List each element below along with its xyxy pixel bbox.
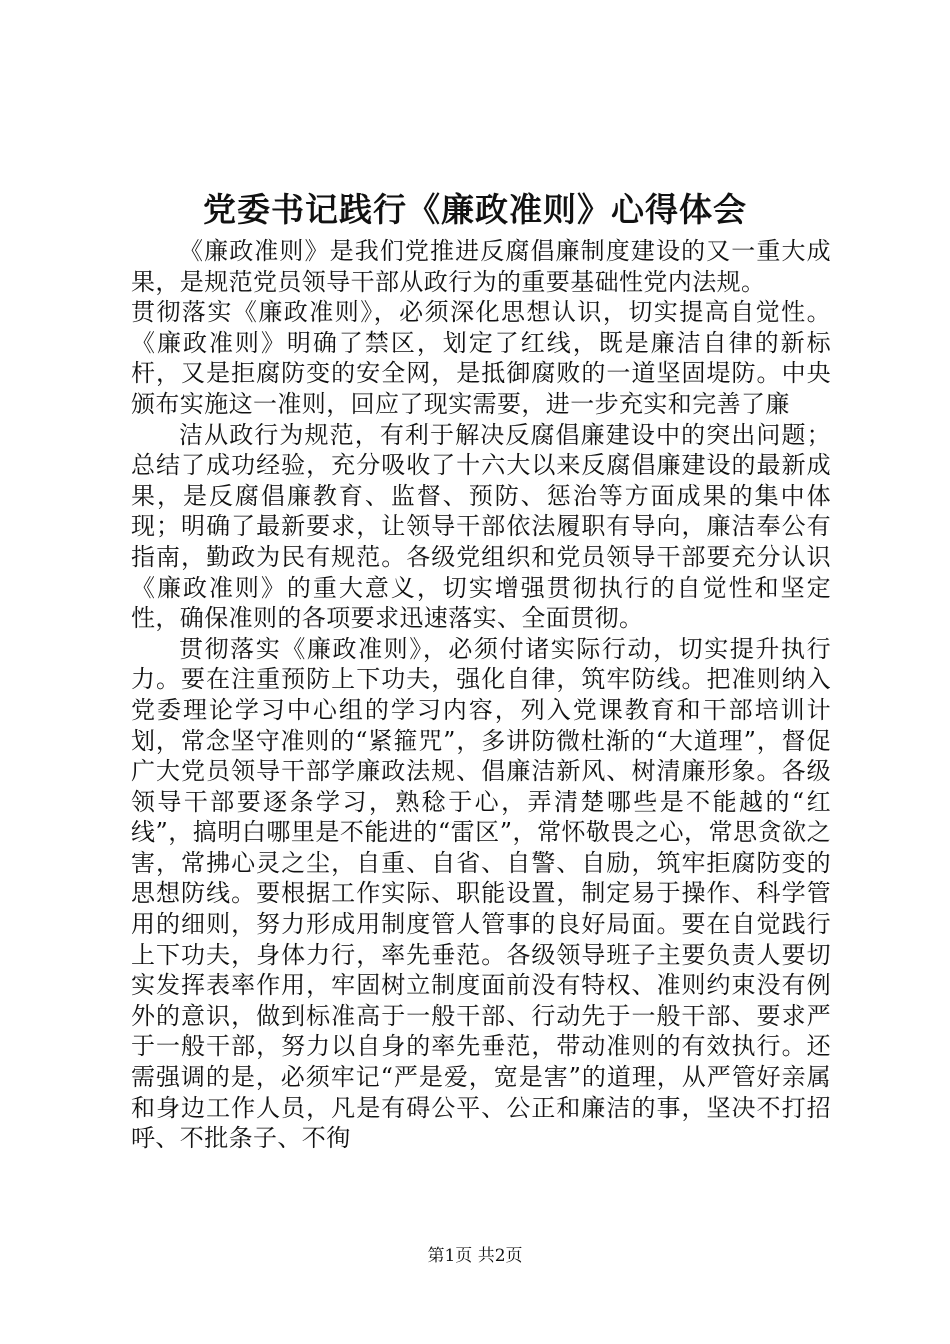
paragraph-3: 洁从政行为规范，有利于解决反腐倡廉建设中的突出问题；总结了成功经验，充分吸收了十六大以来反腐倡廉建设的最新成果，是反腐倡廉教育、监督、预防、惩治等方面成果的集中体现；明确了最新要求，让领导干部依法履职有导向，廉洁奉公有指南，勤政为民有规范。各级党组织和党员领导干部要充分认识《廉政准则》的重大意义，切实增强贯彻执行的自觉性和坚定性，确保准则的各项要求迅速落实、全面贯彻。 [131,420,831,633]
paragraph-2: 贯彻落实《廉政准则》，必须深化思想认识，切实提高自觉性。《廉政准则》明确了禁区，划定了红线，既是廉洁自律的新标杆，又是拒腐防变的安全网，是抵御腐败的一道坚固堤防。中央颁布实施这一准则，回应了现实需要，进一步充实和完善了廉 [131,298,831,418]
document-title: 党委书记践行《廉政准则》心得体会 [203,190,747,229]
paragraph-4: 贯彻落实《廉政准则》，必须付诸实际行动，切实提升执行力。要在注重预防上下功夫，强化自律，筑牢防线。把准则纳入党委理论学习中心组的学习内容，列入党课教育和干部培训计划，常念坚守准则的“紧箍咒”，多讲防微杜渐的“大道理”，督促广大党员领导干部学廉政法规、倡廉洁新风、树清廉形象。各级领导干部要逐条学习，熟稔于心，弄清楚哪些是不能越的“红线”，搞明白哪里是不能进的“雷区”，常怀敬畏之心，常思贪欲之害，常拂心灵之尘，自重、自省、自警、自励，筑牢拒腐防变的思想防线。要根据工作实际、职能设置，制定易于操作、科学管用的细则，努力形成用制度管人管事的良好局面。要在自觉践行上下功夫，身体力行，率先垂范。各级领导班子主要负责人要切实发挥表率作用，牢固树立制度面前没有特权、准则约束没有例外的意识，做到标准高于一般干部、行动先于一般干部、要求严于一般干部，努力以自身的率先垂范，带动准则的有效执行。还需强调的是，必须牢记“严是爱，宽是害”的道理，从严管好亲属和身边工作人员，凡是有碍公平、公正和廉洁的事，坚决不打招呼、不批条子、不徇 [131,634,831,1153]
page-number-footer: 第1页 共2页 [427,1246,523,1266]
document-body [131,236,831,1154]
paragraph-1: 《廉政准则》是我们党推进反腐倡廉制度建设的又一重大成果，是规范党员领导干部从政行为的重要基础性党内法规。 [131,237,831,296]
